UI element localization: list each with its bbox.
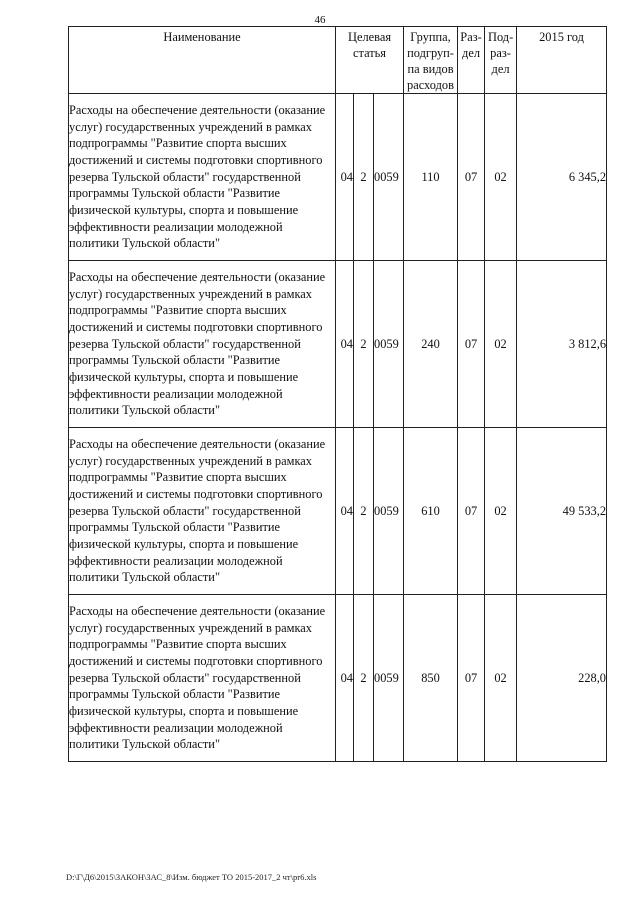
row-code-direction: 0059 bbox=[374, 428, 404, 595]
row-section: 07 bbox=[458, 94, 485, 261]
row-expense-group: 240 bbox=[404, 261, 458, 428]
table-row bbox=[69, 595, 607, 762]
row-amount: 228,0 bbox=[517, 595, 607, 762]
table-row bbox=[69, 94, 607, 261]
row-name: Расходы на обеспечение деятельности (оказание услуг) государственных учреждений в рамках подпрограммы "Развитие спорта высших достижений и системы подготовки спортивного резерва Тульской области" государственной программы Тульской области "Развитие физической культуры, спорта и повышение эффективности реализации молодежной политики Тульской области" bbox=[69, 94, 336, 261]
row-expense-group: 850 bbox=[404, 595, 458, 762]
row-code-subprogram: 2 bbox=[354, 595, 374, 762]
row-section: 07 bbox=[458, 595, 485, 762]
table-row bbox=[69, 428, 607, 595]
row-code-direction: 0059 bbox=[374, 595, 404, 762]
row-expense-group: 610 bbox=[404, 428, 458, 595]
row-code-subprogram: 2 bbox=[354, 94, 374, 261]
row-code-program: 04 bbox=[336, 428, 354, 595]
row-code-program: 04 bbox=[336, 94, 354, 261]
row-code-subprogram: 2 bbox=[354, 261, 374, 428]
file-path-footer: D:\Г\Д6\2015\ЗАКОН\ЗАС_8\Изм. бюджет ТО 2015-2017_2 чт\pr6.xls bbox=[66, 872, 317, 882]
header-section: Раз- дел bbox=[458, 27, 485, 94]
row-code-subprogram: 2 bbox=[354, 428, 374, 595]
row-subsection: 02 bbox=[485, 428, 517, 595]
row-code-program: 04 bbox=[336, 595, 354, 762]
row-amount: 49 533,2 bbox=[517, 428, 607, 595]
header-year: 2015 год bbox=[517, 27, 607, 94]
row-subsection: 02 bbox=[485, 94, 517, 261]
row-name: Расходы на обеспечение деятельности (оказание услуг) государственных учреждений в рамках подпрограммы "Развитие спорта высших достижений и системы подготовки спортивного резерва Тульской области" государственной программы Тульской области "Развитие физической культуры, спорта и повышение эффективности реализации молодежной политики Тульской области" bbox=[69, 428, 336, 595]
header-expense-group: Группа, подгруп- па видов расходов bbox=[404, 27, 458, 94]
header-subsection: Под- раз- дел bbox=[485, 27, 517, 94]
row-name: Расходы на обеспечение деятельности (оказание услуг) государственных учреждений в рамках подпрограммы "Развитие спорта высших достижений и системы подготовки спортивного резерва Тульской области" государственной программы Тульской области "Развитие физической культуры, спорта и повышение эффективности реализации молодежной политики Тульской области" bbox=[69, 261, 336, 428]
row-subsection: 02 bbox=[485, 595, 517, 762]
row-amount: 6 345,2 bbox=[517, 94, 607, 261]
page-number: 46 bbox=[314, 14, 326, 26]
row-section: 07 bbox=[458, 428, 485, 595]
row-code-direction: 0059 bbox=[374, 261, 404, 428]
row-name: Расходы на обеспечение деятельности (оказание услуг) государственных учреждений в рамках подпрограммы "Развитие спорта высших достижений и системы подготовки спортивного резерва Тульской области" государственной программы Тульской области "Развитие физической культуры, спорта и повышение эффективности реализации молодежной политики Тульской области" bbox=[69, 595, 336, 762]
header-target-article: Целевая статья bbox=[336, 27, 404, 94]
row-expense-group: 110 bbox=[404, 94, 458, 261]
budget-table bbox=[68, 26, 607, 762]
table-header-row bbox=[69, 27, 607, 94]
table-row bbox=[69, 261, 607, 428]
row-amount: 3 812,6 bbox=[517, 261, 607, 428]
header-name: Наименование bbox=[69, 27, 336, 94]
row-code-program: 04 bbox=[336, 261, 354, 428]
row-subsection: 02 bbox=[485, 261, 517, 428]
row-code-direction: 0059 bbox=[374, 94, 404, 261]
row-section: 07 bbox=[458, 261, 485, 428]
